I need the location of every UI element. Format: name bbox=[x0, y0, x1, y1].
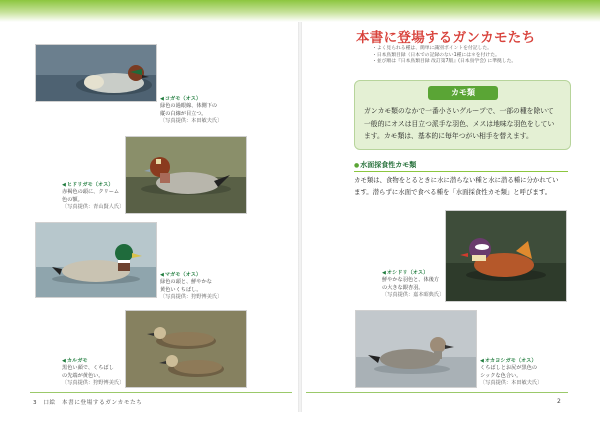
caption-name: ◀ カルガモ bbox=[62, 358, 124, 365]
caption-line: 赤褐色の頭に、クリーム bbox=[62, 189, 120, 196]
caption-spotbill bbox=[62, 358, 124, 388]
caption-line: 黒色い顔で、くちばし bbox=[62, 365, 114, 372]
photo-spotbill bbox=[125, 310, 247, 388]
box-heading: カモ類 bbox=[428, 86, 498, 100]
page-number: 2 bbox=[557, 398, 561, 405]
photo-teal-male bbox=[35, 44, 157, 102]
caption-name: ◀ オカヨシガモ（オス） bbox=[480, 358, 542, 365]
caption-line: 縦の白線が目立つ。 bbox=[160, 110, 207, 117]
box-line: 一般的にオスは目立つ派手な羽色、メスは地味な羽色をしてい bbox=[364, 119, 555, 128]
caption-credit: 〔写真提供：本田敏夫氏〕 bbox=[160, 118, 223, 125]
photo-gadwall-male bbox=[355, 310, 477, 388]
section-divider bbox=[354, 171, 568, 172]
caption-line: の先端が黄色い。 bbox=[62, 372, 104, 379]
paragraph-line: ます。潜らずに水面で食べる種を「水面採食性カモ類」と呼びます。 bbox=[354, 187, 552, 196]
caption-credit: 〔写真提供：狩野博美氏〕 bbox=[160, 294, 223, 301]
note-item: ・ よく見られる種は、簡単に識別ポイントを付記した。 bbox=[372, 46, 516, 53]
caption-gadwall bbox=[480, 358, 542, 388]
caption-credit: 〔写真提供：嘉本昭典氏〕 bbox=[382, 292, 445, 299]
page-gutter bbox=[298, 22, 302, 412]
caption-line: 色の額。 bbox=[62, 196, 83, 203]
box-line: ガンカモ類のなかで一番小さいグループで、一部の種を除いて bbox=[364, 107, 554, 115]
note-item: ・ 日本鳥類目録（日本での記録のない1種には＊を付けた。 bbox=[372, 53, 516, 60]
duck-intro-box bbox=[354, 80, 571, 150]
caption-mallard bbox=[160, 272, 222, 302]
caption-teal bbox=[160, 96, 222, 126]
photo-mallard-male bbox=[35, 222, 157, 298]
footer-left: 3 口絵 本書に登場するガンカモたち bbox=[33, 400, 143, 406]
caption-credit: 〔写真提供：青山賢人氏〕 bbox=[62, 204, 125, 211]
page-title: 本書に登場するガンカモたち bbox=[356, 30, 536, 46]
caption-name: ◀ ヒドリガモ（オス） bbox=[62, 182, 124, 189]
box-body bbox=[364, 105, 564, 143]
photo-mandarin-male bbox=[445, 210, 567, 302]
top-gradient-bar bbox=[0, 0, 600, 22]
box-line: ます。カモ類は、基本的に毎年つがい相手を替えます。 bbox=[364, 132, 533, 141]
caption-name: ◀ コガモ（オス） bbox=[160, 96, 222, 103]
caption-name: ◀ マガモ（オス） bbox=[160, 272, 222, 279]
caption-name: ◀ オシドリ（オス） bbox=[382, 270, 444, 277]
notes-list bbox=[372, 46, 516, 66]
caption-credit: 〔写真提供：本田敏夫氏〕 bbox=[480, 380, 543, 387]
caption-line: 鮮やかな羽色と、体後方 bbox=[382, 277, 440, 284]
footer-rule-right bbox=[306, 392, 568, 393]
paragraph-line: カモ類は、食物をとるときに水に潜らない種と水に潜る種に分かれてい bbox=[354, 176, 559, 184]
caption-mandarin bbox=[382, 270, 444, 300]
section-paragraph bbox=[354, 175, 568, 199]
footer-rule-left bbox=[30, 392, 292, 393]
note-item: ・ 並び順は『日本鳥類目録 改訂第7版』(日本鳥学会) に準拠した。 bbox=[372, 59, 516, 66]
photo-wigeon-male bbox=[125, 136, 247, 214]
caption-line: 緑色の過眼線、体側下の bbox=[160, 103, 218, 110]
caption-credit: 〔写真提供：狩野博美氏〕 bbox=[62, 380, 125, 387]
caption-line: くちばしとお尻が黒色の bbox=[480, 365, 538, 372]
caption-wigeon bbox=[62, 182, 124, 212]
caption-line: の大きな銀杏羽。 bbox=[382, 284, 424, 291]
caption-line: 黄色いくちばし。 bbox=[160, 286, 202, 293]
section-heading: ● 水面採食性カモ類 bbox=[354, 160, 416, 170]
caption-line: 緑色の頭と、鮮やかな bbox=[160, 279, 212, 286]
caption-line: シックな色合い。 bbox=[480, 372, 522, 379]
